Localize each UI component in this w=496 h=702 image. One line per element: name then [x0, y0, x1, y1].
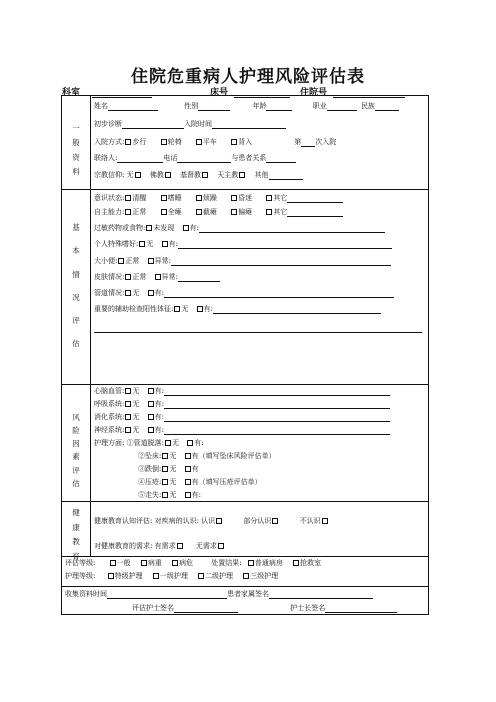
lucid-checkbox[interactable]: [125, 195, 131, 201]
tube-off-row: 护理方面: ①管道脱落: 无 有:: [94, 439, 204, 447]
fall-row: ③跌倒: 无 有: [138, 465, 199, 473]
need-yes-checkbox[interactable]: [177, 543, 183, 549]
pressure-none-checkbox[interactable]: [162, 479, 168, 485]
drowsy-checkbox[interactable]: [161, 195, 167, 201]
selfcare-row: 自主能力: 正常 全瘫 截瘫 偏瘫 其它: [94, 208, 343, 217]
resp-none-checkbox[interactable]: [125, 401, 131, 407]
resp-row: 呼吸系统: 无 有:: [94, 400, 390, 409]
aux-extra-line[interactable]: [94, 324, 422, 333]
section-label-general: 一 般 资 料: [72, 124, 80, 176]
tube-row: 管道情况: 无 有:: [94, 289, 394, 298]
consciousness-row: 意识状态: 清醒 嗜睡 烦躁 昏迷 其它: [94, 194, 343, 203]
tube-off-has-checkbox[interactable]: [187, 440, 193, 446]
skin-row: 皮肤情况: 正常 异常:: [94, 273, 220, 282]
nerve-has-checkbox[interactable]: [148, 427, 154, 433]
wheelchair-checkbox[interactable]: [161, 139, 167, 145]
aux-exam-row: 重要的辅助检查阳性体征: 无 有:: [94, 305, 381, 314]
grade-critical-checkbox[interactable]: [172, 560, 178, 566]
diagnosis-row: 初步诊断 入院时间: [94, 120, 286, 129]
aux-has-checkbox[interactable]: [197, 306, 203, 312]
fall-bed-row: ②坠床: 无 有（填写坠床风险评估单）: [138, 452, 276, 460]
care-first-checkbox[interactable]: [153, 573, 159, 579]
habits-none-checkbox[interactable]: [139, 241, 145, 247]
excretion-abnormal-checkbox[interactable]: [148, 258, 154, 264]
lost-has-checkbox[interactable]: [185, 492, 191, 498]
habits-row: 个人特殊嗜好: 无 有:: [94, 240, 392, 249]
cognition-row: 健康教育认知评估: 对疾病的认识: 认识 部分认识 不认识: [94, 517, 329, 526]
skin-normal-checkbox[interactable]: [125, 274, 131, 280]
christian-checkbox[interactable]: [202, 172, 208, 178]
collect-time-row: 收集资料时间 患者家属签名: [65, 590, 373, 599]
restless-checkbox[interactable]: [196, 195, 202, 201]
carried-checkbox[interactable]: [231, 139, 237, 145]
fall-bed-none-checkbox[interactable]: [162, 453, 168, 459]
coma-checkbox[interactable]: [231, 195, 237, 201]
cardio-has-checkbox[interactable]: [148, 388, 154, 394]
catholic-checkbox[interactable]: [239, 172, 245, 178]
selfcare-normal-checkbox[interactable]: [125, 209, 131, 215]
fall-has-checkbox[interactable]: [185, 466, 191, 472]
digest-has-checkbox[interactable]: [148, 414, 154, 420]
section-label-risk: 风 险 因 素 评 估: [72, 413, 80, 488]
allergy-row: 过敏药物或食物: 未发现 有:: [94, 224, 385, 233]
lost-none-checkbox[interactable]: [162, 492, 168, 498]
paraplegia-checkbox[interactable]: [196, 209, 202, 215]
assessment-form: [61, 95, 429, 615]
allergy-not-found-checkbox[interactable]: [146, 225, 152, 231]
care-level-row: 护理等级: 特级护理 一级护理 二级护理 三级护理: [65, 572, 279, 580]
section-label-basic: 基 本 情 况 评 估: [72, 223, 80, 349]
fall-bed-has-checkbox[interactable]: [185, 453, 191, 459]
nerve-row: 神经系统: 无 有:: [94, 426, 390, 435]
buddhism-checkbox[interactable]: [165, 172, 171, 178]
section-label-education: 健 康 教 育: [72, 508, 80, 561]
pressure-has-checkbox[interactable]: [185, 479, 191, 485]
selfcare-other-checkbox[interactable]: [266, 209, 272, 215]
excretion-normal-checkbox[interactable]: [118, 258, 124, 264]
contact-row: 联络人: 电话 与患者关系: [94, 154, 296, 163]
hemiplegia-checkbox[interactable]: [231, 209, 237, 215]
tube-has-checkbox[interactable]: [148, 290, 154, 296]
care-second-checkbox[interactable]: [198, 573, 204, 579]
religion-none-checkbox[interactable]: [135, 172, 141, 178]
excretion-row: 大小便: 正常 异常:: [94, 257, 391, 266]
care-third-checkbox[interactable]: [243, 573, 249, 579]
edu-need-row: 对健康教育的需求: 有需求 无需求: [94, 542, 225, 551]
cognition-unaware-checkbox[interactable]: [322, 518, 328, 524]
aux-none-checkbox[interactable]: [174, 306, 180, 312]
result-ward-checkbox[interactable]: [248, 560, 254, 566]
grade-serious-checkbox[interactable]: [141, 560, 147, 566]
need-no-checkbox[interactable]: [218, 543, 224, 549]
paralysis-checkbox[interactable]: [161, 209, 167, 215]
cognition-aware-checkbox[interactable]: [216, 518, 222, 524]
dept-field: 科室: [62, 85, 152, 98]
allergy-has-checkbox[interactable]: [183, 225, 189, 231]
name-row: 姓名 性别 年龄 职业 民族: [94, 102, 399, 111]
walk-checkbox[interactable]: [125, 139, 131, 145]
religion-row: 宗教信仰: 无 佛教 基督教 天主教 其他: [94, 171, 303, 180]
grade-row: 评估等级: 一般 病重 病危 处置结果: 普通病房 抢救室: [65, 559, 322, 567]
result-icu-checkbox[interactable]: [293, 560, 299, 566]
skin-abnormal-checkbox[interactable]: [155, 274, 161, 280]
fall-none-checkbox[interactable]: [162, 466, 168, 472]
tube-off-none-checkbox[interactable]: [165, 440, 171, 446]
admit-mode-row: 入院方式: 步行 轮椅 平车 背入 第 次入院: [94, 138, 337, 146]
digest-row: 消化系统: 无 有:: [94, 413, 390, 422]
cardio-none-checkbox[interactable]: [125, 388, 131, 394]
consciousness-other-checkbox[interactable]: [266, 195, 272, 201]
habits-has-checkbox[interactable]: [162, 241, 168, 247]
admission-no-field: 住院号: [300, 85, 405, 98]
resp-has-checkbox[interactable]: [148, 401, 154, 407]
cardio-row: 心脑血管: 无 有:: [94, 387, 390, 396]
cognition-partial-checkbox[interactable]: [272, 518, 278, 524]
stretcher-checkbox[interactable]: [196, 139, 202, 145]
lost-row: ⑤走失: 无 有:: [138, 491, 201, 499]
pressure-row: ④压疮: 无 有（填写压疮评估单）: [138, 478, 262, 486]
digest-none-checkbox[interactable]: [125, 414, 131, 420]
nerve-none-checkbox[interactable]: [125, 427, 131, 433]
grade-normal-checkbox[interactable]: [110, 560, 116, 566]
bed-field: 床号: [210, 85, 290, 98]
page-title: 住院危重病人护理风险评估表: [131, 67, 365, 87]
signature-row: 评估护士签名 护士长签名: [132, 604, 397, 613]
care-special-checkbox[interactable]: [108, 573, 114, 579]
tube-none-checkbox[interactable]: [125, 290, 131, 296]
